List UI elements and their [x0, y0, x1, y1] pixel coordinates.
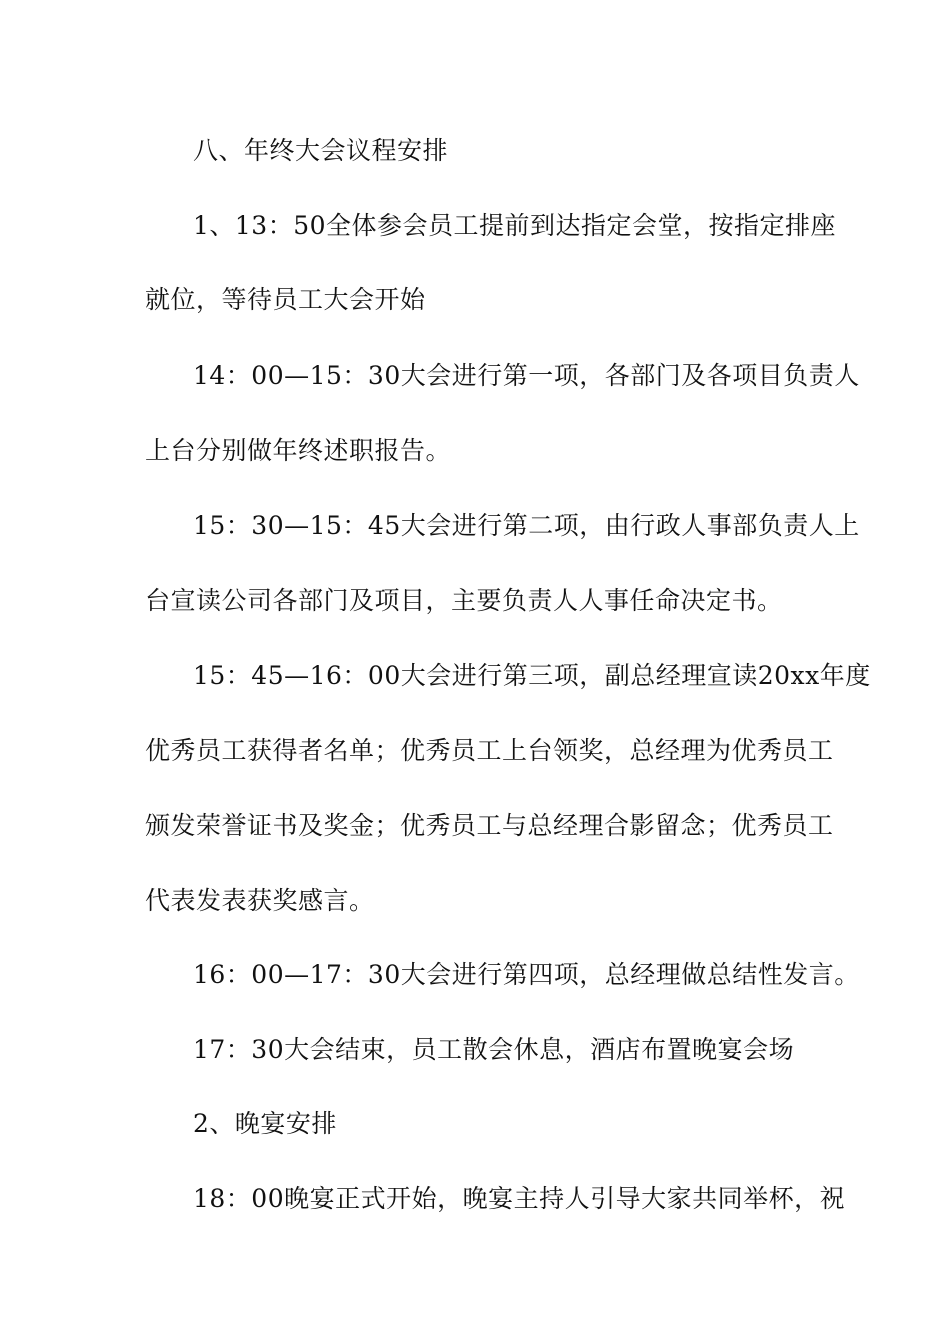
paragraph-line: 16：00—17：30大会进行第四项，总经理做总结性发言。 — [193, 960, 860, 989]
section-heading: 2、晚宴安排 — [193, 1109, 337, 1138]
paragraph-line: 14：00—15：30大会进行第一项，各部门及各项目负责人 — [193, 361, 860, 390]
paragraph-line: 15：45—16：00大会进行第三项，副总经理宣读20xx年度 — [193, 661, 871, 690]
section-heading: 八、年终大会议程安排 — [193, 136, 449, 165]
paragraph-line: 15：30—15：45大会进行第二项，由行政人事部负责人上 — [193, 511, 860, 540]
paragraph-line: 优秀员工获得者名单；优秀员工上台领奖，总经理为优秀员工 — [145, 736, 834, 765]
paragraph-line: 就位，等待员工大会开始 — [145, 285, 426, 314]
paragraph-line: 17：30大会结束，员工散会休息，酒店布置晚宴会场 — [193, 1035, 795, 1064]
paragraph-line: 代表发表获奖感言。 — [145, 886, 375, 915]
paragraph-line: 18：00晚宴正式开始，晚宴主持人引导大家共同举杯，祝 — [193, 1184, 846, 1213]
paragraph-line: 1、13：50全体参会员工提前到达指定会堂，按指定排座 — [193, 211, 837, 240]
paragraph-line: 台宣读公司各部门及项目，主要负责人人事任命决定书。 — [145, 586, 783, 615]
paragraph-line: 上台分别做年终述职报告。 — [145, 436, 452, 465]
paragraph-line: 颁发荣誉证书及奖金；优秀员工与总经理合影留念；优秀员工 — [145, 811, 834, 840]
